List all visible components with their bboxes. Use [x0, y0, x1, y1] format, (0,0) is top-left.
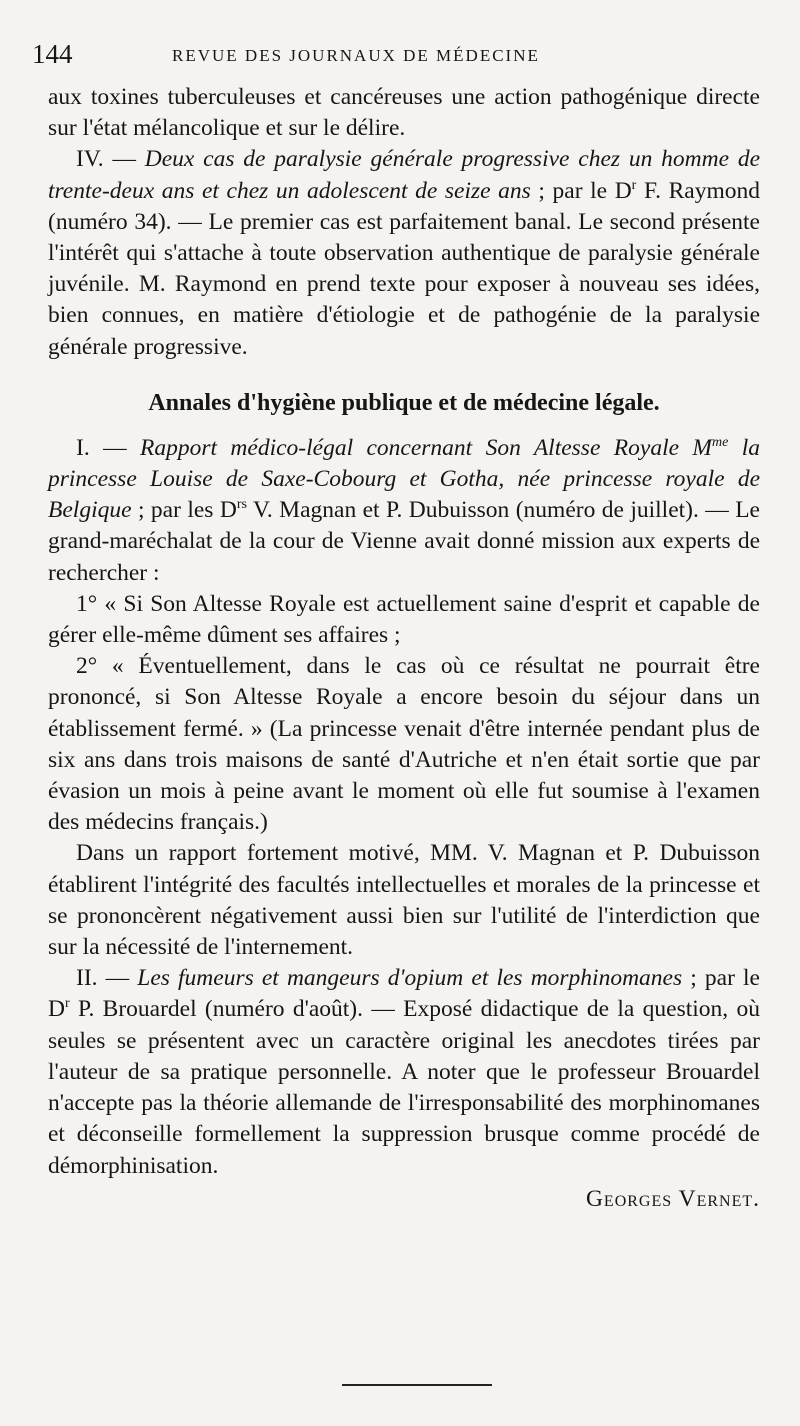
page-number: 144: [32, 39, 73, 69]
superscript: rs: [236, 497, 247, 513]
section-title: Annales d'hygiène publique et de médecine légale.: [148, 389, 660, 416]
author-prefix: ; par le D: [530, 177, 632, 204]
paragraph-text: 1° « Si Son Altesse Royale est actuellement saine d'esprit et capable de gérer elle-même dûment ses affaires ;: [48, 590, 760, 649]
paragraph-item-iv: [48, 144, 760, 362]
article-body: [48, 82, 760, 1215]
superscript: r: [64, 996, 70, 1012]
paragraph-item-i: [48, 433, 760, 589]
superscript: me: [712, 435, 729, 450]
paragraph-text: 2° « Éventuellement, dans le cas où ce résultat ne pourrait être prononcé, si Son Altesse Royale a encore besoin du séjour dans un établissement fermé. » (La princesse venait d'être internée pendant plus de six ans dans trois maisons de santé d'Autriche et n'en était sortie que par évasion un mois à peine avant le moment où elle fut soumise à l'examen des médecins français.): [48, 653, 760, 836]
end-rule: [342, 1384, 492, 1386]
item-number: IV. —: [76, 146, 145, 173]
running-head: REVUE DES JOURNAUX DE MÉDECINE: [172, 46, 540, 65]
paragraph-text: P. Brouardel (numéro d'août). — Exposé didactique de la question, où seules se présentent avec un caractère original les anecdotes tirées par l'auteur de sa pratique personnelle. A noter que le professeur Brouardel n'accepte pas la théorie allemande de l'irresponsabilité des morphinomanes et déconseille formellement la suppression brusque comme procédé de démorphinisation.: [48, 996, 760, 1179]
author-signature: Georges Vernet.: [585, 1185, 760, 1212]
author-prefix: ; par les D: [131, 497, 237, 524]
paragraph-conclusion: [48, 838, 760, 963]
paragraph-text: F. Raymond (numéro 34). — Le premier cas est parfaitement banal. Le second présente l'intérêt qui s'attache à toute observation authentique de paralysie générale juvénile. M. Raymond en prend texte pour exposer à nouveau ses idées, bien connues, en matière d'étiologie et de pathogénie de la paralysie générale progressive.: [48, 177, 760, 360]
page-header: [32, 34, 760, 74]
paragraph-continuation: [48, 82, 760, 144]
paragraph-question-1: [48, 589, 760, 651]
item-number: II. —: [76, 965, 138, 992]
superscript: r: [631, 177, 637, 193]
paragraph-item-ii: [48, 963, 760, 1181]
item-title-part: Rapport médico-légal concernant Son Altesse Royale M: [140, 434, 712, 461]
paragraph-text: V. Magnan et P. Dubuisson (numéro de juillet). — Le grand-maréchalat de la cour de Vienne avait donné mission aux experts de rechercher :: [48, 497, 760, 586]
item-title-part: la princesse Louise de Saxe-Cobourg et Gotha, née princesse royale de Belgique: [48, 434, 761, 524]
paragraph-text: aux toxines tuberculeuses et cancéreuses une action pathogénique directe sur l'état mélancolique et sur le délire.: [48, 84, 760, 142]
item-number: I. —: [76, 434, 140, 461]
paragraph-question-2: [48, 651, 760, 838]
paragraph-text: Dans un rapport fortement motivé, MM. V. Magnan et P. Dubuisson établirent l'intégrité des facultés intellectuelles et morales de la princesse et se prononcèrent négativement aussi bien sur l'utilité de l'interdiction que sur la nécessité de l'internement.: [48, 840, 760, 961]
item-title: Deux cas de paralysie générale progressive chez un homme de trente-deux ans et chez un adolescent de seize ans: [48, 146, 760, 204]
item-title: Les fumeurs et mangeurs d'opium et les morphinomanes: [137, 965, 683, 992]
author-prefix: ; par le D: [48, 965, 760, 1023]
